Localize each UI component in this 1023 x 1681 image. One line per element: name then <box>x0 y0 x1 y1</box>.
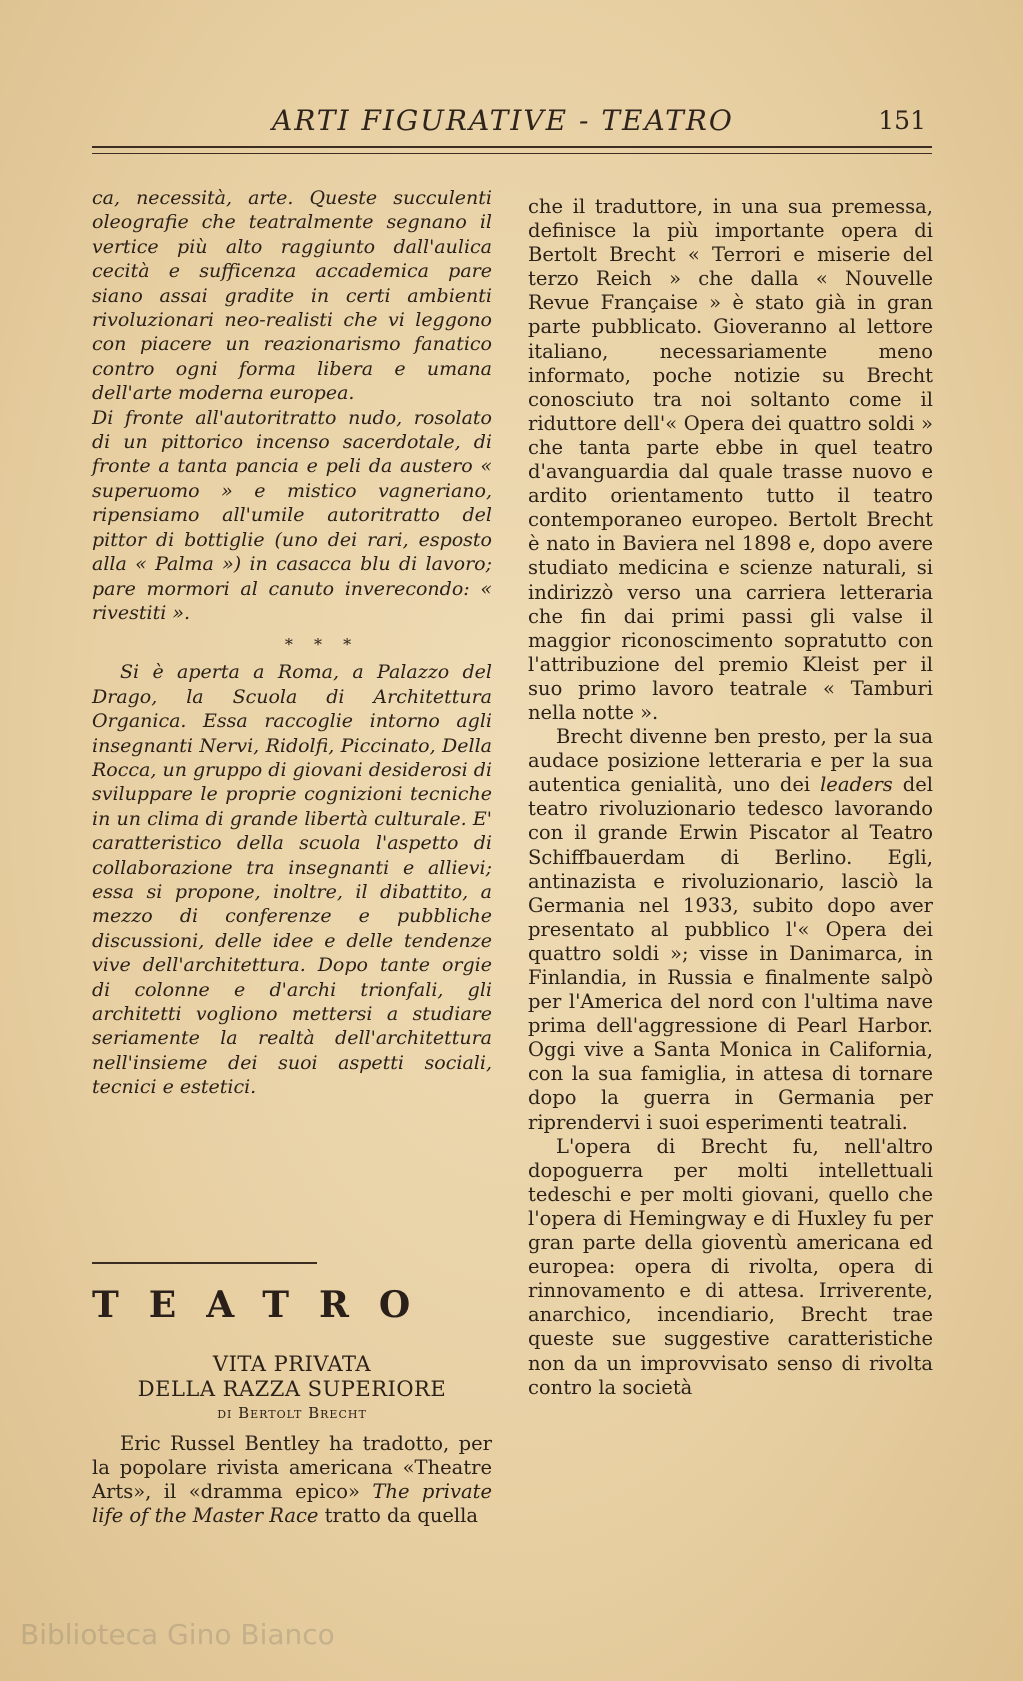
section-rule <box>92 1262 317 1264</box>
library-watermark: Biblioteca Gino Bianco <box>20 1618 335 1651</box>
header-title: ARTI FIGURATIVE - TEATRO <box>272 104 734 137</box>
left-paragraph-3: Si è aperta a Roma, a Palazzo del Drago, la Scuola di Architettura Organica. Essa raccoglie intorno agli insegnanti Nervi, Ridolfi, Piccinato, Della Rocca, un gruppo di giovani desiderosi di sviluppare le proprie cognizioni tecniche in un clima di grande libertà culturale. E' caratteristico della scuola l'aspetto di collaborazione tra insegnanti e allievi; essa si propone, inoltre, il dibattito, a mezzo di conferenze e pubbliche discussioni, delle idee e delle tendenze vive dell'architettura. Dopo tante orgie di colonne e d'archi trionfali, gli architetti vogliono mettersi a studiare seriamente la realtà dell'architettura nell'insieme dei suoi aspetti sociali, tecnici e estetici. <box>92 661 492 1099</box>
section-separator: * * * <box>284 635 360 655</box>
section-heading: TEATRO <box>92 1284 441 1326</box>
article-intro-text: Eric Russel Bentley ha tradotto, per la popolare rivista americana «Theatre Arts», il «dramma epico» <box>92 1432 492 1504</box>
left-paragraph-1: ca, necessità, arte. Queste succulenti oleografie che teatralmente segnano il vertice più alto raggiunto dall'aulica cecità e sufficenza accademica pare siano assai gradite in certi ambienti rivoluzionari neo-realisti che vi leggono con piacere un reazionarismo fanatico contro ogni forma libera e umana dell'arte moderna europea. <box>92 187 492 405</box>
right-paragraph-2-text: Brecht divenne ben presto, per la sua audace posizione letteraria e per la sua autentica genialità, uno dei <box>528 725 933 797</box>
article-intro <box>92 1432 492 1528</box>
header-rule <box>92 153 932 154</box>
article-title <box>92 1352 492 1402</box>
page-number: 151 <box>878 106 926 135</box>
right-paragraph-2-italic: leaders <box>820 773 893 797</box>
article-title-line-2: DELLA RAZZA SUPERIORE <box>137 1377 447 1401</box>
left-paragraph-2: Di fronte all'autoritratto nudo, rosolato di un pittorico incenso sacerdotale, di fronte a tanta pancia e peli da austero « superuomo » e mistico vagneriano, ripensiamo all'umile autoritratto del pittor di bottiglie (uno dei rari, esposto alla « Palma ») in casacca blu di lavoro; pare mormori al canuto inverecondo: « rivestiti ». <box>92 406 492 624</box>
article-intro-title: The private life of the Master Race <box>92 1480 492 1528</box>
running-header <box>92 102 932 148</box>
right-paragraph-3: L'opera di Brecht fu, nell'altro dopoguerra per molti intellettuali tedeschi e per molti giovani, quello che l'opera di Hemingway e di Huxley fu per gran parte della gioventù americana ed europea: opera di rivolta, opera di rinnovamento e di attesa. Irriverente, anarchico, incendiario, Brecht trae queste sue suggestive caratteristiche non da un improvvisato senso di rivolta contro la società <box>528 1134 933 1399</box>
article-byline: di Bertolt Brecht <box>217 1404 367 1422</box>
right-paragraph-2-text-end: del teatro rivoluzionario tedesco lavorando con il grande Erwin Piscator al Teatro Schiffbauerdam di Berlino. Egli, antinazista e rivoluzionario, lasciò la Germania nel 1933, subito dopo aver presentato al pubblico l'« Opera dei quattro soldi »; visse in Danimarca, in Finlandia, in Russia e finalmente salpò per l'America del nord con l'ultima nave prima dell'aggressione di Pearl Harbor. Oggi vive a Santa Monica in California, con la sua famiglia, in attesa di tornare dopo la guerra in Germania per riprendervi i suoi esperimenti teatrali. <box>528 773 933 1134</box>
right-column <box>528 195 933 1595</box>
article-title-line-1: VITA PRIVATA <box>212 1352 372 1376</box>
right-paragraph-1: che il traduttore, in una sua premessa, definisce la più importante opera di Bertolt Brecht « Terrori e miserie del terzo Reich » che dalla « Nouvelle Revue Française » è stato già in gran parte pubblicato. Gioveranno al lettore italiano, necessariamente meno informato, poche notizie su Brecht conosciuto tra noi soltanto come il riduttore dell'« Opera dei quattro soldi » che tanta parte ebbe in quel teatro d'avanguardia dal quale trasse nuovo e ardito orientamento tutto il teatro contemporaneo europeo. Bertolt Brecht è nato in Baviera nel 1898 e, dopo avere studiato medicina e scienze naturali, si indirizzò verso una carriera letteraria che fin dai primi passi gli valse il maggior riconoscimento sopratutto con l'attribuzione del premio Kleist per il suo primo lavoro teatrale « Tamburi nella notte ». <box>528 195 933 724</box>
article-intro-text-end: tratto da quella <box>318 1504 479 1528</box>
right-paragraph-2 <box>528 725 933 1135</box>
